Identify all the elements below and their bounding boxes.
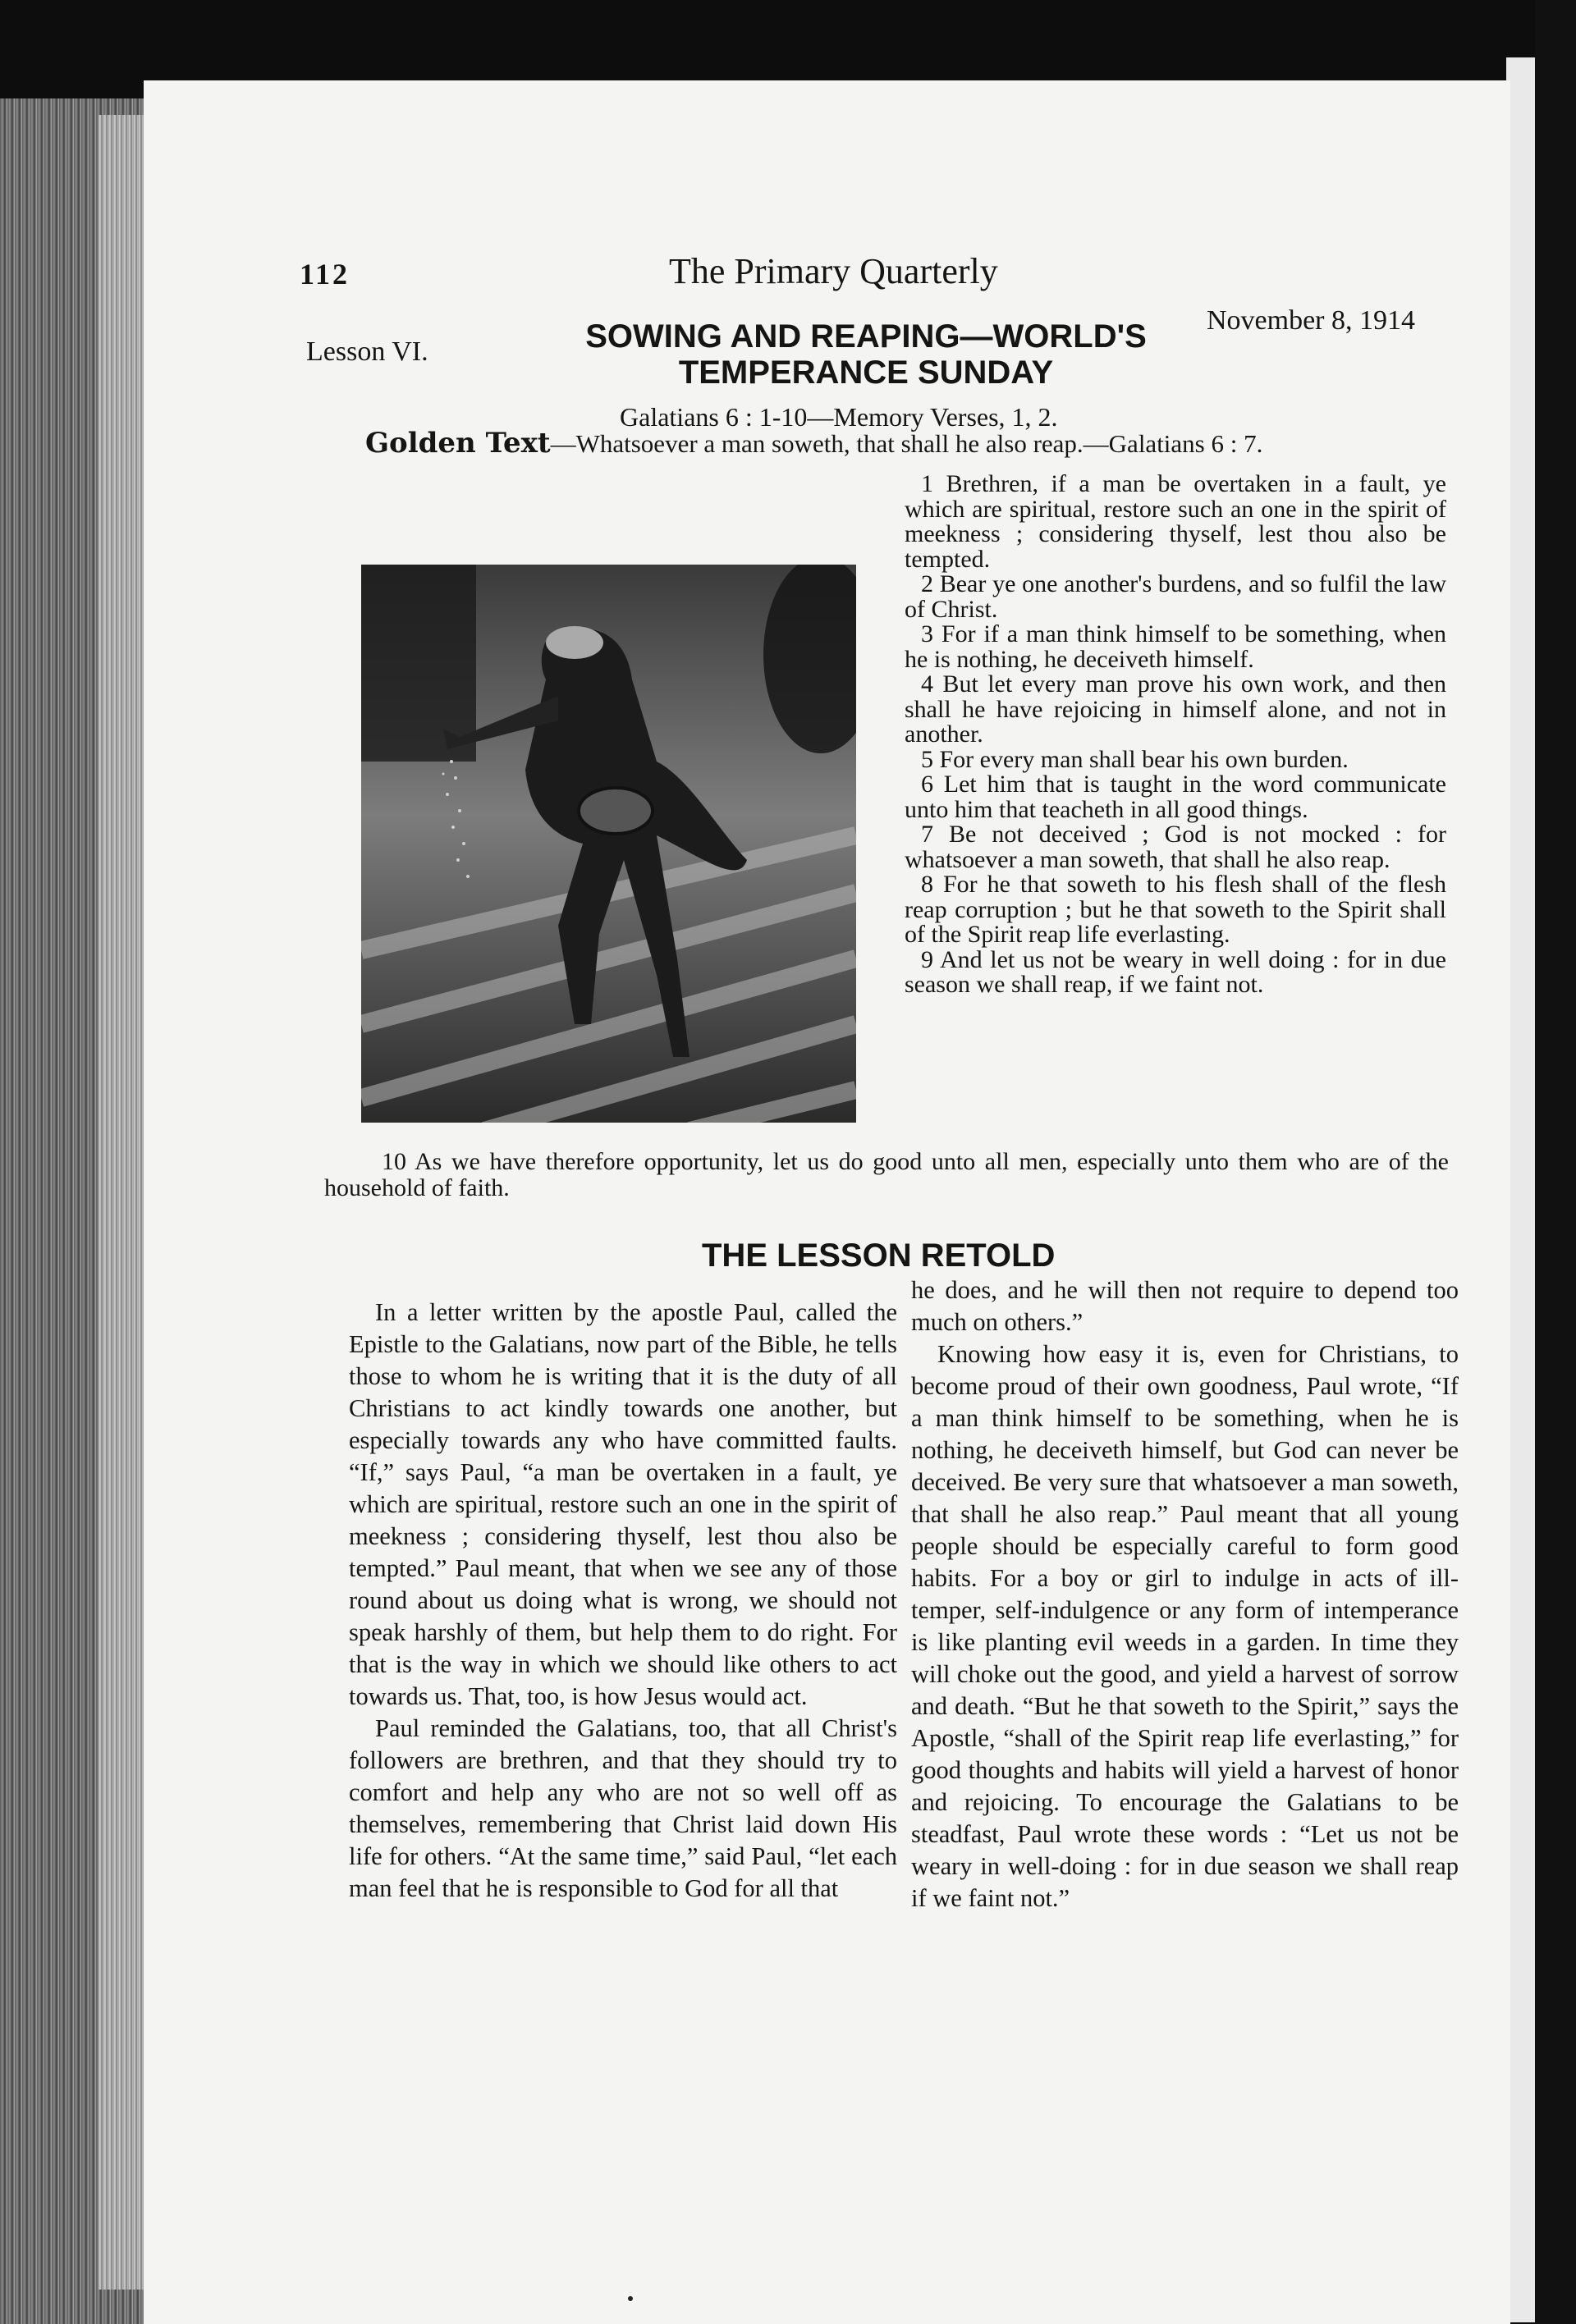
scripture-verses <box>905 472 1446 998</box>
golden-text-body: —Whatsoever a man soweth, that shall he also reap.—Galatians 6 : 7. <box>550 429 1263 458</box>
page-mark <box>628 2296 633 2301</box>
verse-3: 3 For if a man think himself to be something, when he is nothing, he deceiveth himself. <box>905 620 1446 673</box>
verse-10: 10 As we have therefore opportunity, let us do good unto all men, especially unto them who are of the household of faith. <box>324 1148 1449 1201</box>
retold-paragraph: Knowing how easy it is, even for Christians, to become proud of their own goodness, Paul wrote, “If a man think himself to be something, when he is nothing, he deceiveth himself, but God can never be deceived. Be very sure that whatsoever a man soweth, that shall he also reap.” Paul meant that all young people should be especially careful to form good habits. For a boy or girl to indulge in acts of ill-temper, self-indulgence or any form of intemperance is like planting evil weeds in a garden. In time they will choke out the good, and yield a harvest of sorrow and death. “But he that soweth to the Spirit,” says the Apostle, “shall of the Spirit reap life everlasting,” for good thoughts and habits will yield a harvest of honor and rejoicing. To encourage the Galatians to be steadfast, Paul wrote these words : “Let us not be weary in well-doing : for in due season we shall reap if we faint not.” <box>911 1340 1459 1912</box>
retold-left-column <box>349 1297 897 1905</box>
golden-text <box>365 427 1457 460</box>
retold-right-column <box>911 1274 1459 1915</box>
background-strip <box>1535 0 1576 2324</box>
facing-page-edge <box>1506 57 1539 2322</box>
sower-illustration <box>361 565 856 1123</box>
running-header <box>300 250 1432 300</box>
scripture-reference: Galatians 6 : 1-10—Memory Verses, 1, 2. <box>620 402 1058 432</box>
lesson-title <box>566 318 1166 391</box>
lesson-title-line2: TEMPERANCE SUNDAY <box>678 355 1054 391</box>
verse-7: 7 Be not deceived ; God is not mocked : for whatsoever a man soweth, that shall he also reap. <box>905 821 1446 873</box>
golden-text-label: Golden Text <box>365 427 551 460</box>
journal-title: The Primary Quarterly <box>669 251 998 291</box>
retold-heading: THE LESSON RETOLD <box>702 1237 1056 1274</box>
verse-6: 6 Let him that is taught in the word communicate unto him that teacheth in all good things. <box>905 771 1446 823</box>
verse-5: 5 For every man shall bear his own burden. <box>921 745 1349 773</box>
retold-paragraph: Paul reminded the Galatians, too, that all Christ's followers are brethren, and that they should try to comfort and help any who are not so well off as themselves, remembering that Christ laid down His life for others. “At the same time,” said Paul, “let each man feel that he is responsible to God for all that <box>349 1714 897 1902</box>
verse-4: 4 But let every man prove his own work, and then shall he have rejoicing in himself alone, and not in another. <box>905 670 1446 748</box>
verse-9: 9 And let us not be weary in well doing : for in due season we shall reap, if we faint not. <box>905 945 1446 998</box>
lesson-date: November 8, 1914 <box>1207 305 1416 336</box>
lesson-number: Lesson VI. <box>306 336 428 367</box>
retold-paragraph: In a letter written by the apostle Paul, called the Epistle to the Galatians, now part of the Bible, he tells those to whom he is writing that it is the duty of all Christians to act kindly towards one another, but especially towards any who have committed faults. “If,” says Paul, “a man be overtaken in a fault, ye which are spiritual, restore such an one in the spirit of meekness ; considering thyself, lest thou also be tempted.” Paul meant, that when we see any of those round about us doing what is wrong, we should not speak harshly of them, but help them to do right. For that is the way in which we should like others to act towards us. That, too, is how Jesus would act. <box>349 1298 897 1710</box>
retold-continuation: he does, and he will then not require to depend too much on others.” <box>911 1276 1459 1336</box>
verse-2: 2 Bear ye one another's burdens, and so fulfil the law of Christ. <box>905 570 1446 623</box>
verse-8: 8 For he that soweth to his flesh shall of the flesh reap corruption ; but he that soweth to the Spirit shall of the Spirit reap life everlasting. <box>905 871 1446 948</box>
verse-1: 1 Brethren, if a man be overtaken in a fault, ye which are spiritual, restore such an one in the spirit of meekness ; considering thyself, lest thou also be tempted. <box>905 470 1446 573</box>
sower-illustration-art <box>361 565 856 1123</box>
lesson-title-line1: SOWING AND REAPING—WORLD'S <box>585 318 1147 355</box>
page-number: 112 <box>300 258 350 290</box>
